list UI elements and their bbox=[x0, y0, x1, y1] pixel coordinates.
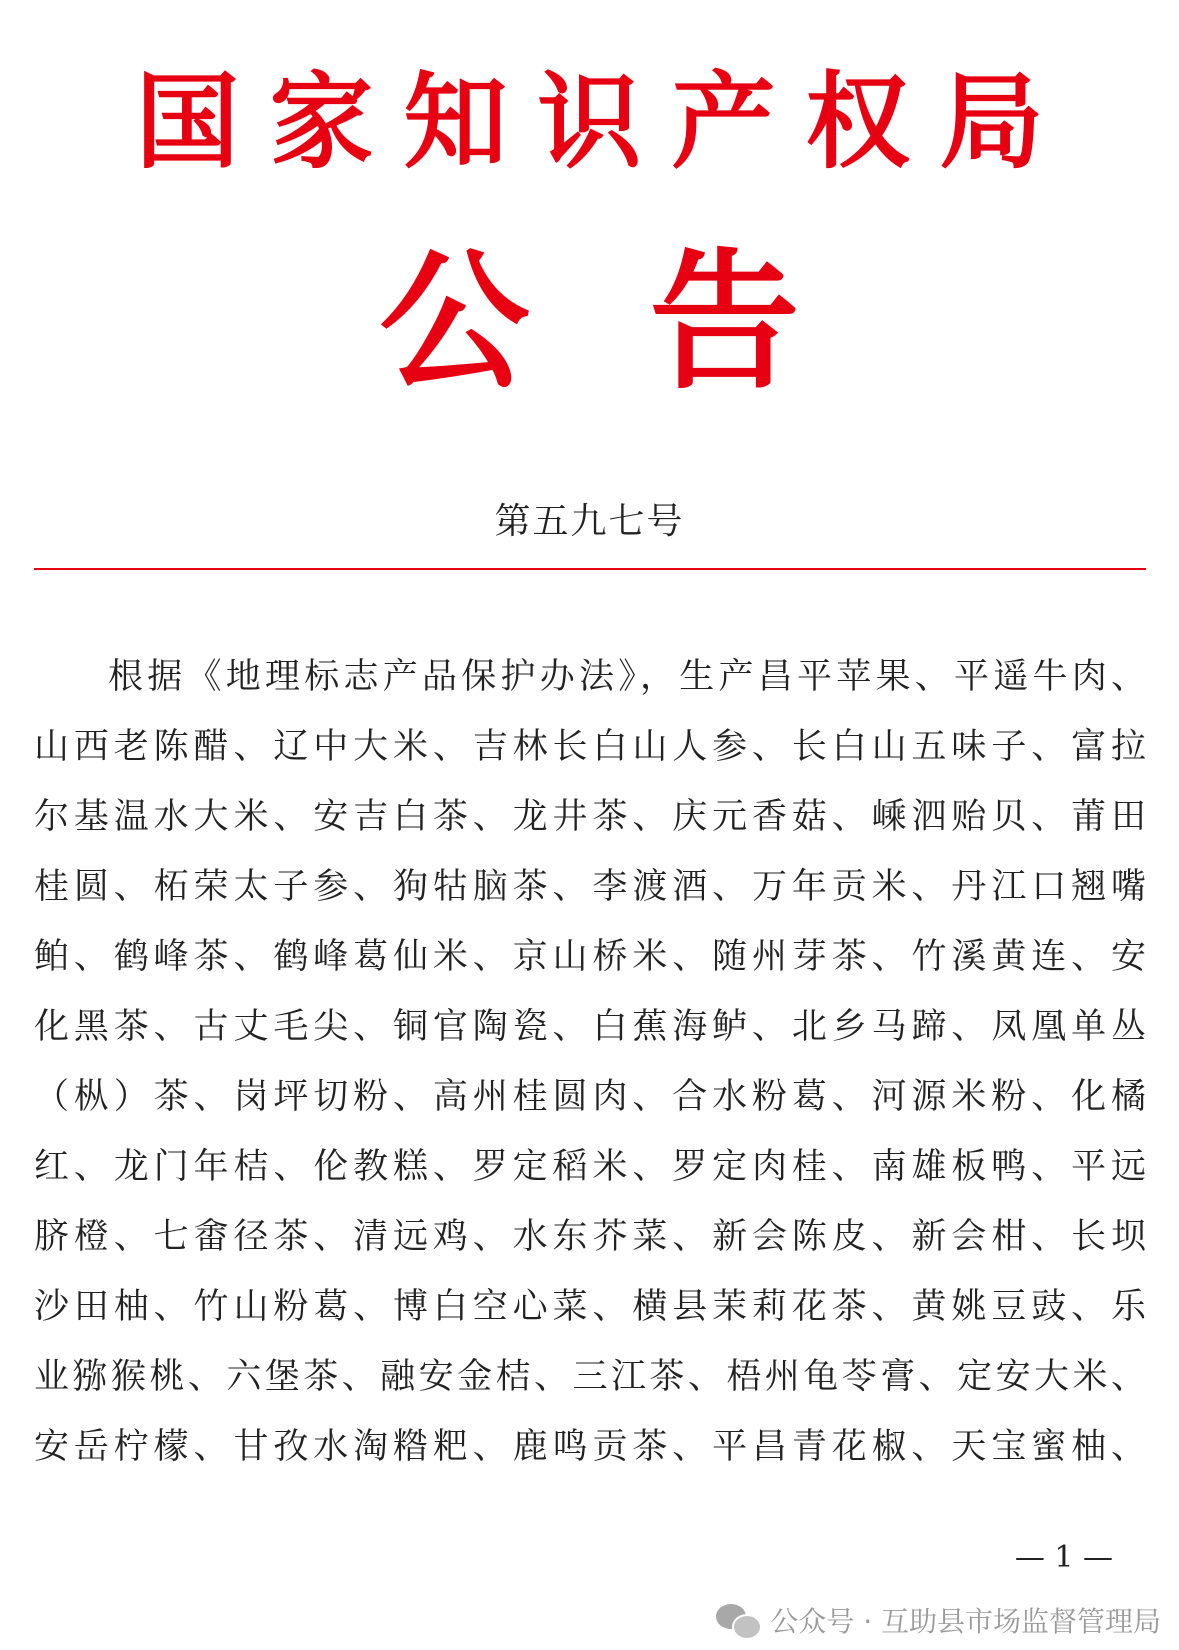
announcement-heading-char-2: 告 bbox=[649, 234, 800, 410]
body-line: 桂圆、柘荣太子参、狗牯脑茶、李渡酒、万年贡米、丹江口翘嘴 bbox=[34, 867, 1146, 907]
wechat-watermark bbox=[716, 1600, 1161, 1640]
watermark-text: 公众号 · 互助县市场监督管理局 bbox=[770, 1605, 1161, 1638]
red-divider bbox=[34, 568, 1146, 570]
body-line: 鲌、鹤峰茶、鹤峰葛仙米、京山桥米、随州芽茶、竹溪黄连、安 bbox=[34, 937, 1146, 977]
issuer-title: 国家知识产权局 bbox=[135, 60, 1074, 183]
body-line: 红、龙门年桔、伦教糕、罗定稻米、罗定肉桂、南雄板鸭、平远 bbox=[34, 1147, 1146, 1187]
body-line: 沙田柚、竹山粉葛、博白空心菜、横县茉莉花茶、黄姚豆豉、乐 bbox=[34, 1287, 1146, 1327]
announcement-heading bbox=[0, 234, 1179, 410]
body-line: 脐橙、七畬径茶、清远鸡、水东芥菜、新会陈皮、新会柑、长坝 bbox=[34, 1217, 1146, 1257]
body-text bbox=[34, 642, 1146, 1482]
document-number: 第五九七号 bbox=[494, 501, 685, 542]
body-line: 业猕猴桃、六堡茶、融安金桔、三江茶、梧州龟苓膏、定安大米、 bbox=[34, 1357, 1146, 1397]
body-line: 山西老陈醋、辽中大米、吉林长白山人参、长白山五味子、富拉 bbox=[34, 727, 1146, 767]
body-line: 根据《地理标志产品保护办法》，生产昌平苹果、平遥牛肉、 bbox=[108, 657, 1146, 697]
body-line: 尔基温水大米、安吉白茶、龙井茶、庆元香菇、嵊泗贻贝、莆田 bbox=[34, 797, 1146, 837]
page-number: — 1 — bbox=[1014, 1540, 1113, 1575]
body-line: 安岳柠檬、甘孜水淘糌粑、鹿鸣贡茶、平昌青花椒、天宝蜜柚、 bbox=[34, 1427, 1146, 1467]
announcement-heading-char-1: 公 bbox=[379, 234, 530, 410]
body-line: （枞）茶、岗坪切粉、高州桂圆肉、合水粉葛、河源米粉、化橘 bbox=[34, 1077, 1146, 1117]
body-line: 化黑茶、古丈毛尖、铜官陶瓷、白蕉海鲈、北乡马蹄、凤凰单丛 bbox=[34, 1007, 1146, 1047]
wechat-icon bbox=[716, 1602, 760, 1638]
